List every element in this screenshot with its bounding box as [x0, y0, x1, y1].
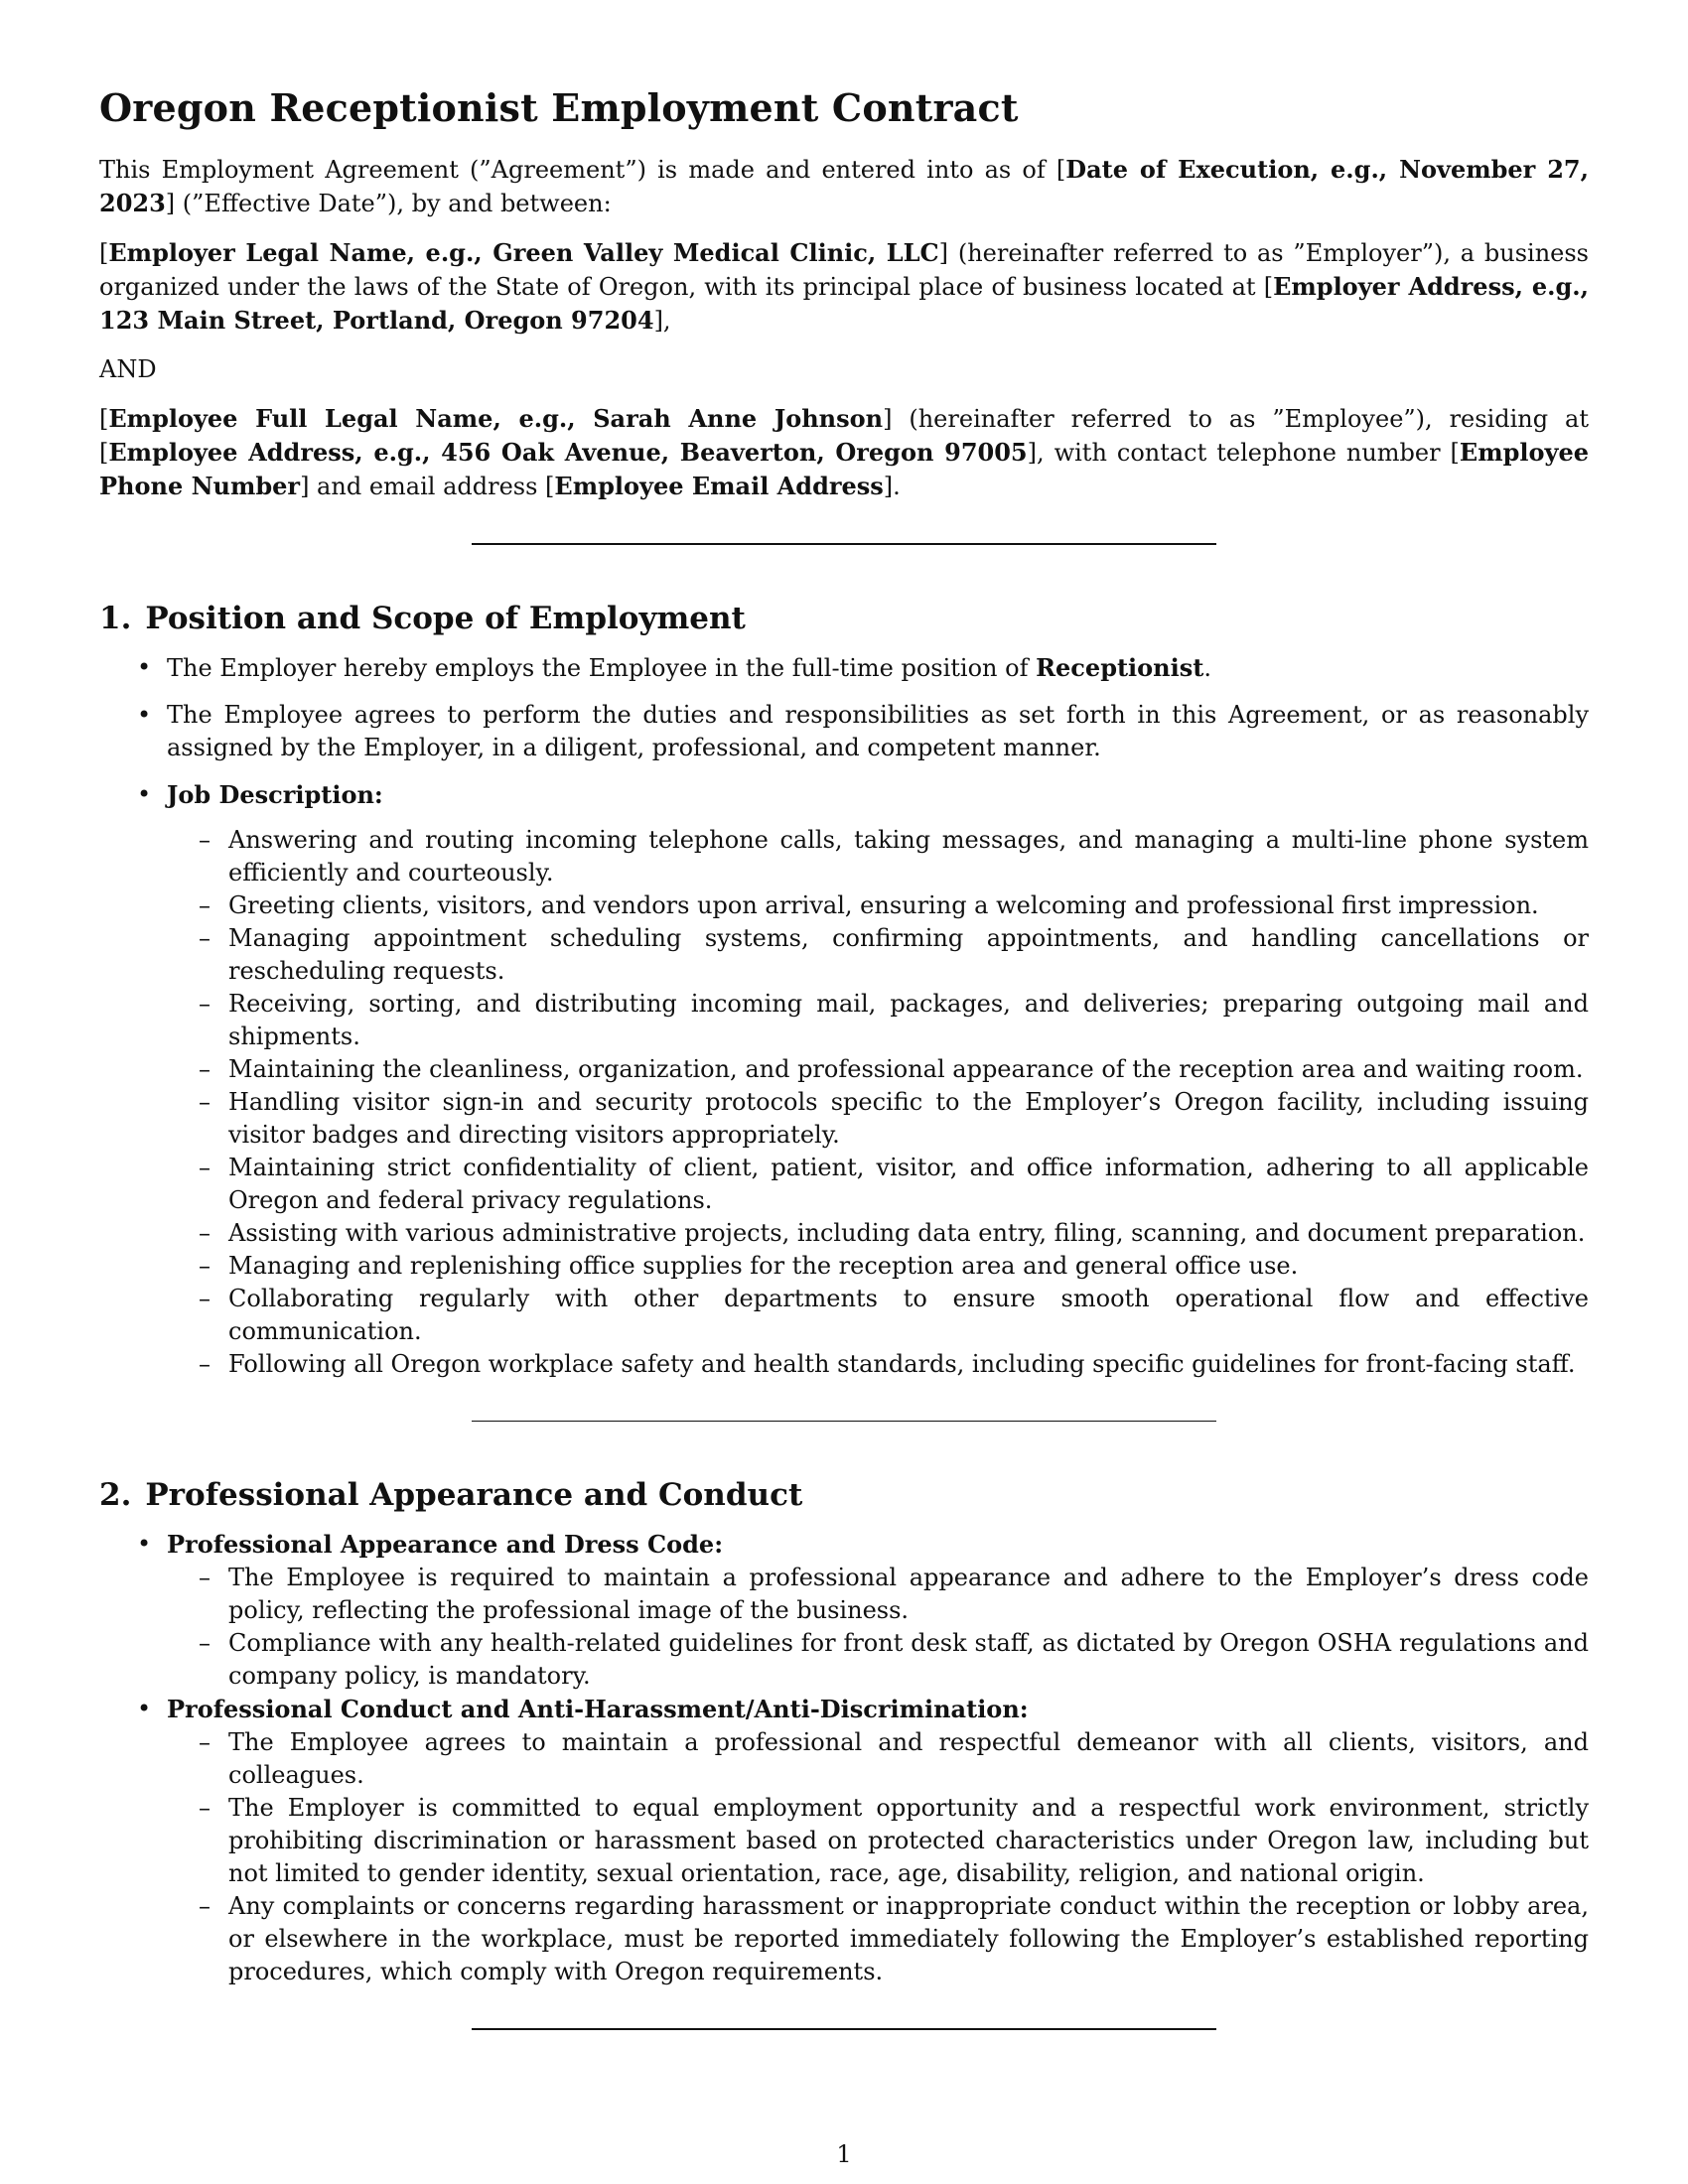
duty-item: – Handling visitor sign-in and security protocols specific to the Employer’s Oregon facility, including issuing visitor badges and directing visitors appropriately. — [228, 1086, 1589, 1152]
sub-item: – The Employee is required to maintain a professional appearance and adhere to the Employer’s dress code policy, reflecting the professional image of the business. — [228, 1562, 1589, 1627]
section-divider — [472, 543, 1216, 545]
duty-item: – Collaborating regularly with other departments to ensure smooth operational flow and effective communication. — [228, 1283, 1589, 1348]
section-title: Professional Appearance and Conduct — [145, 1476, 803, 1513]
employer-address-placeholder: Employer Address, e.g., 123 Main Street, Portland, Oregon 97204 — [99, 271, 1589, 335]
item-text: . — [1203, 653, 1211, 682]
section-divider — [472, 2028, 1216, 2030]
intro-paragraph-date — [99, 153, 1589, 220]
intro-paragraph-employee — [99, 402, 1589, 503]
intro-and: AND — [99, 354, 157, 383]
duty-item: – Greeting clients, visitors, and vendors upon arrival, ensuring a welcoming and professional first impression. — [228, 889, 1589, 922]
intro-paragraph-employer — [99, 236, 1589, 338]
list-item: • The Employee agrees to perform the duties and responsibilities as set forth in this Agreement, or as reasonably assigned by the Employer, in a diligent, professional, and competent manner. — [167, 699, 1589, 764]
employee-email-placeholder: Employee Email Address — [554, 471, 884, 500]
document-title: Oregon Receptionist Employment Contract — [99, 85, 1019, 130]
list-item-dress-code — [167, 1528, 1589, 1693]
duties-list — [167, 824, 1589, 1381]
duty-item: – Managing and replenishing office supplies for the reception area and general office use. — [228, 1250, 1589, 1283]
duty-item: – Managing appointment scheduling systems, confirming appointments, and handling cancellations or rescheduling requests. — [228, 922, 1589, 988]
duty-item: – Answering and routing incoming telephone calls, taking messages, and managing a multi-line phone system efficiently and courteously. — [228, 824, 1589, 889]
employee-phone-placeholder: Employee Phone Number — [99, 437, 1589, 500]
execution-date-placeholder: Date of Execution, e.g., November 27, 2023 — [99, 154, 1589, 217]
document-page — [99, 85, 1589, 2086]
list-item-job-description — [167, 778, 1589, 1381]
sub-item: – The Employer is committed to equal employment opportunity and a respectful work environment, strictly prohibiting discrimination or harassment based on protected characteristics under Oregon law, including but not limited to gender identity, sexual orientation, race, age, disability, religion, and national origin. — [228, 1792, 1589, 1890]
intro-text: ], with contact telephone number [ — [1027, 438, 1460, 467]
intro-text: ], — [653, 306, 671, 335]
section-number: 2. — [99, 1476, 132, 1513]
sub-item: – The Employee agrees to maintain a professional and respectful demeanor with all clients, visitors, and colleagues. — [228, 1726, 1589, 1792]
sub-item: – Compliance with any health-related guidelines for front desk staff, as dictated by Oregon OSHA regulations and company policy, is mandatory. — [228, 1627, 1589, 1693]
item-text: The Employer hereby employs the Employee in the full-time position of — [167, 653, 1037, 682]
intro-text: ] (”Effective Date”), by and between: — [165, 189, 612, 217]
job-description-label: Job Description: — [167, 779, 383, 809]
duty-item: – Receiving, sorting, and distributing incoming mail, packages, and deliveries; preparing outgoing mail and shipments. — [228, 988, 1589, 1053]
section-1-list — [99, 651, 1589, 1381]
list-item — [167, 651, 1589, 685]
intro-text: [ — [99, 404, 109, 433]
duty-item: – Assisting with various administrative projects, including data entry, filing, scanning, and document preparation. — [228, 1217, 1589, 1250]
page-number: 1 — [836, 2140, 852, 2168]
list-item-conduct — [167, 1693, 1589, 1988]
dress-code-list — [167, 1562, 1589, 1693]
intro-text: This Employment Agreement (”Agreement”) is made and entered into as of [ — [99, 155, 1066, 184]
section-number: 1. — [99, 600, 132, 636]
employee-name-placeholder: Employee Full Legal Name, e.g., Sarah Anne Johnson — [108, 403, 884, 433]
conduct-list — [167, 1726, 1589, 1988]
section-2-heading — [99, 1477, 1589, 1514]
intro-text: ] (hereinafter referred to as ”Employee”), residing at [ — [99, 404, 1589, 467]
intro-text: ] and email address [ — [300, 472, 555, 500]
intro-text: [ — [99, 238, 109, 267]
section-1-heading — [99, 601, 1589, 637]
section-divider — [472, 1421, 1216, 1422]
section-2-list — [99, 1528, 1589, 1988]
intro-text: ] (hereinafter referred to as ”Employer”), a business organized under the laws of the State of Oregon, with its principal place of business located at [ — [99, 238, 1589, 301]
sub-item: – Any complaints or concerns regarding harassment or inappropriate conduct within the reception or lobby area, or elsewhere in the workplace, must be reported immediately following the Employer’s established reporting procedures, which comply with Oregon requirements. — [228, 1890, 1589, 1988]
employee-address-placeholder: Employee Address, e.g., 456 Oak Avenue, Beaverton, Oregon 97005 — [108, 437, 1028, 467]
position-title: Receptionist — [1036, 652, 1204, 682]
duty-item: – Maintaining the cleanliness, organization, and professional appearance of the reception area and waiting room. — [228, 1053, 1589, 1086]
intro-text: ]. — [883, 472, 901, 500]
section-title: Position and Scope of Employment — [145, 600, 746, 636]
duty-item: – Following all Oregon workplace safety and health standards, including specific guidelines for front-facing staff. — [228, 1348, 1589, 1381]
dress-code-label: Professional Appearance and Dress Code: — [167, 1529, 724, 1559]
employer-name-placeholder: Employer Legal Name, e.g., Green Valley Medical Clinic, LLC — [108, 237, 939, 267]
duty-item: – Maintaining strict confidentiality of client, patient, visitor, and office information, adhering to all applicable Oregon and federal privacy regulations. — [228, 1152, 1589, 1217]
conduct-label: Professional Conduct and Anti-Harassment/Anti-Discrimination: — [167, 1694, 1029, 1723]
